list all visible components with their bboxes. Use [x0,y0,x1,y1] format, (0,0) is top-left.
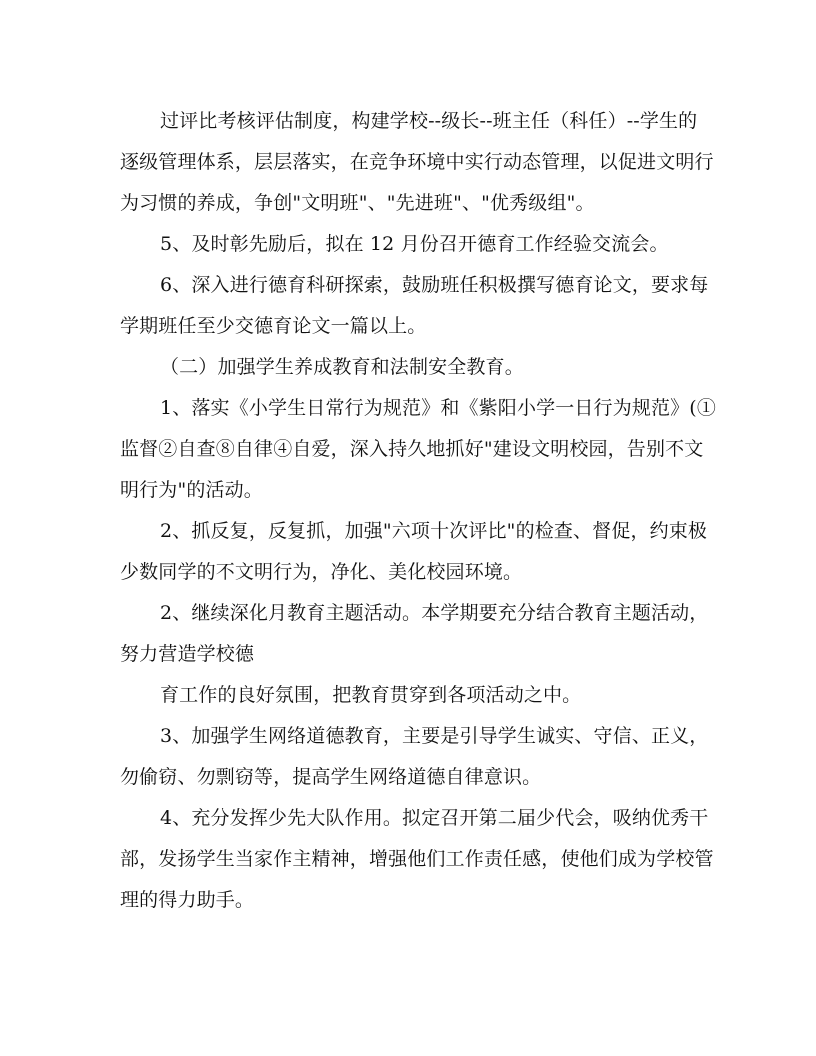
text-line: 4、充分发挥少先大队作用。拟定召开第二届少代会，吸纳优秀干 [160,807,709,829]
text-line: 逐级管理体系，层层落实，在竞争环境中实行动态管理，以促进文明行 [120,151,714,173]
text-line: 2、抓反复，反复抓，加强"六项十次评比"的检查、督促，约束极 [160,520,708,542]
document-body [120,101,717,921]
text-line: 3、加强学生网络道德教育，主要是引导学生诚实、守信、正义， [160,725,709,747]
text-line: 努力营造学校德 [120,643,255,665]
text-line: 少数同学的不文明行为，净化、美化校园环境。 [120,561,523,583]
text-line: 学期班任至少交德育论文一篇以上。 [120,315,427,337]
text-line: （二）加强学生养成教育和法制安全教育。 [160,356,524,378]
text-line: 1、落实《小学生日常行为规范》和《紫阳小学一日行为规范》(① [160,397,717,419]
text-line: 勿偷窃、勿剽窃等，提高学生网络道德自律意识。 [120,766,542,788]
text-line: 部，发扬学生当家作主精神，增强他们工作责任感，使他们成为学校管 [120,848,714,870]
text-line: 理的得力助手。 [120,889,255,911]
text-line: 过评比考核评估制度，构建学校--级长--班主任（科任）--学生的 [160,110,698,132]
text-line: 5、及时彰先励后，拟在 12 月份召开德育工作经验交流会。 [160,233,669,255]
text-line: 育工作的良好氛围，把教育贯穿到各项活动之中。 [160,684,582,706]
text-line: 2、继续深化月教育主题活动。本学期要充分结合教育主题活动， [160,602,709,624]
text-line: 6、深入进行德育科研探索，鼓励班任积极撰写德育论文，要求每 [160,274,709,296]
text-line: 为习惯的养成，争创"文明班"、"先进班"、"优秀级组"。 [120,192,595,214]
text-line: 监督②自查⑧自律④自爱，深入持久地抓好"建设文明校园，告别不文 [120,438,704,460]
text-line: 明行为"的活动。 [120,479,263,501]
